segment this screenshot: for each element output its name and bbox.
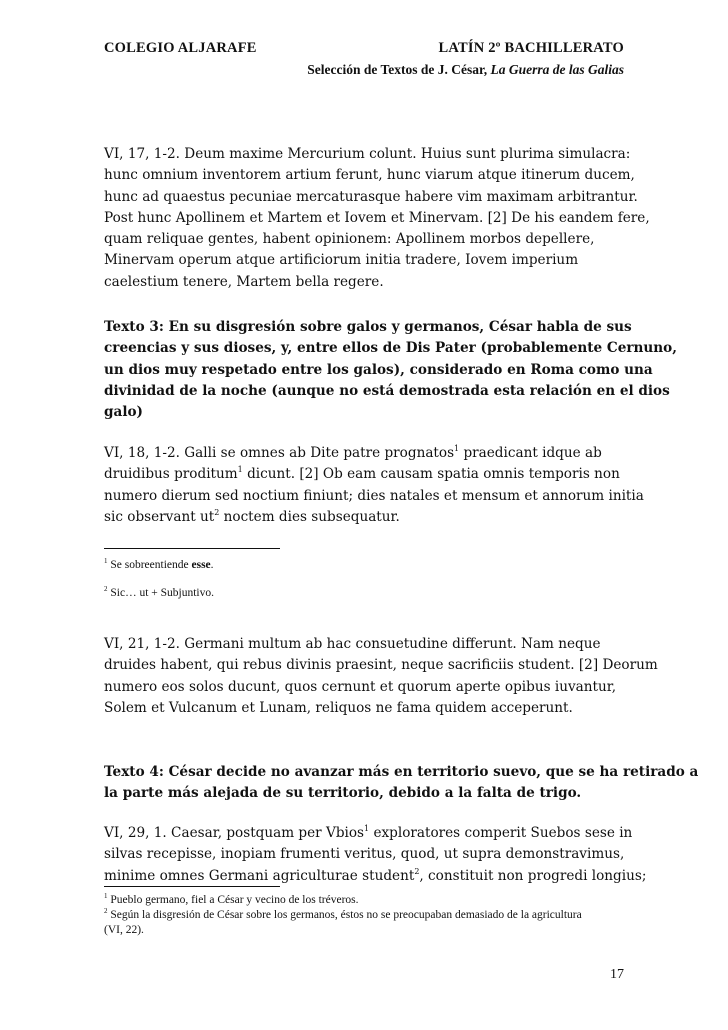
heading-line: la parte más alejada de su territorio, debido a la falta de trigo.	[104, 785, 582, 802]
heading-line: galo)	[104, 404, 143, 421]
text-line: Minervam operum atque artificiorum initia tradere, Iovem imperium	[104, 252, 579, 269]
text-line: numero dierum sed noctium finiunt; dies natales et mensum et annorum initia	[104, 487, 644, 504]
latin-passage-vi-29	[104, 823, 647, 887]
footnote-separator	[104, 548, 280, 549]
text-line: sic observant $ut^2$ noctem dies subsequatur.	[104, 507, 400, 525]
footnote-2: $^2$ Sic… ut + Subjuntivo.	[104, 585, 214, 599]
text-line: VI, 29, 1. Caesar, postquam per Vbios$^1$ exploratores comperit Suebos sese in	[104, 824, 633, 841]
text-line: druidibus proditum$^1$ dicunt. [2] Ob eam causam spatia omnis temporis non	[104, 465, 620, 483]
text-line: silvas recepisse, inopiam frumenti veritus, quod, ut supra demonstravimus,	[104, 846, 625, 863]
text-line: VI, 18, 1-2. Galli se omnes ab Dite patre prognatos$^1$ praedicant idque ab	[104, 444, 602, 461]
footnote-1: $^1$ Pueblo germano, fiel a César y vecino de los tréveros.	[104, 892, 359, 906]
footnote-ref: 1	[454, 444, 460, 453]
text-line: VI, 21, 1-2. Germani multum ab hac consuetudine differunt. Nam neque	[104, 636, 601, 652]
footnote-1: $^1$ Se sobreentiende esse.	[104, 557, 214, 571]
text-line: caelestium tenere, Martem bella regere.	[104, 273, 384, 290]
latin-passage-vi-21	[104, 634, 658, 719]
heading-line: Texto 4: César decide no avanzar más en territorio suevo, que se ha retirado a	[104, 764, 699, 780]
header-subtitle-prefix: Selección de Textos de J. César,	[307, 62, 488, 77]
text-line: druides habent, qui rebus divinis praesint, neque sacrificiis student. [2] Deorum	[104, 657, 658, 674]
page-number: 17	[610, 967, 624, 982]
texto-4-heading	[104, 762, 699, 805]
heading-line: Texto 3: En su disgresión sobre galos y germanos, César habla de sus	[104, 319, 632, 335]
footnote-separator	[104, 886, 280, 887]
text-line: numero eos solos ducunt, quos cernunt et quorum aperte opibus iuvantur,	[104, 678, 617, 695]
header-subtitle	[307, 62, 624, 78]
texto-3-heading	[104, 317, 677, 423]
footnote-ref: 2	[214, 507, 220, 517]
heading-line: un dios muy respetado entre los galos), considerado en Roma como una	[104, 361, 653, 378]
footnote-ref: 1	[364, 824, 370, 833]
header-school: COLEGIO ALJARAFE	[104, 40, 257, 56]
text-line: Solem et Vulcanum et Lunam, reliquos ne fama quidem acceperunt.	[104, 699, 573, 716]
heading-line: creencias y sus dioses, y, entre ellos de Dis Pater (probablemente Cernuno,	[104, 340, 677, 357]
text-line: VI, 17, 1-2. Deum maxime Mercurium colunt. Huius sunt plurima simulacra:	[104, 146, 631, 162]
footnote-ref: 1	[237, 465, 243, 475]
header-subtitle-title: La Guerra de las Galias	[490, 62, 624, 77]
text-line: hunc ad quaestus pecuniae mercaturasque habere vim maximam arbitrantur.	[104, 188, 638, 205]
text-line: quam reliquae gentes, habent opinionem: Apollinem morbos depellere,	[104, 231, 595, 248]
text-line: minime omnes Germani agriculturae student$^2$, constituit non progredi longius;	[104, 866, 647, 884]
text-line: hunc omnium inventorem artium ferunt, hunc viarum atque itinerum ducem,	[104, 167, 635, 184]
latin-passage-vi-18	[104, 443, 644, 528]
footnote-2: $^2$ Según la disgresión de César sobre los germanos, éstos no se preocupaban demasiado de la agricultura (VI, 22).	[104, 907, 582, 936]
header-course: LATÍN 2º BACHILLERATO	[438, 40, 624, 56]
footnote-ref: 2	[414, 866, 420, 876]
text-line: Post hunc Apollinem et Martem et Iovem et Minervam. [2] De his eandem fere,	[104, 209, 650, 226]
heading-line: divinidad de la noche (aunque no está demostrada esta relación en el dios	[104, 382, 670, 399]
latin-passage-vi-17	[104, 144, 650, 293]
